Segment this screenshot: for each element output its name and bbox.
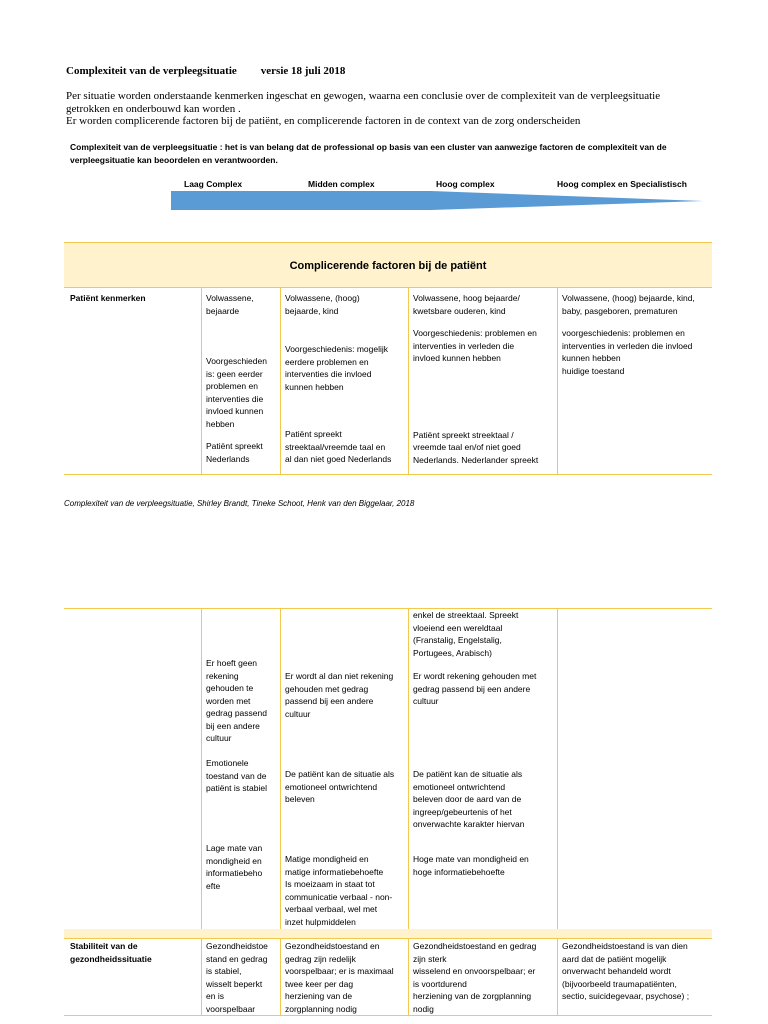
cell-hoog-stabiliteit <box>413 940 556 1015</box>
cell-line: Patiënt spreekt <box>206 441 263 451</box>
section-separator-band <box>64 929 712 938</box>
cell-line: en is <box>206 991 224 1001</box>
spacer <box>206 317 278 355</box>
table-border <box>64 287 712 288</box>
table-border <box>64 242 712 243</box>
cell-line: wisselt beperkt <box>206 978 263 989</box>
cell-line: efte <box>206 880 221 891</box>
cell-line: voorspelbaar <box>206 1003 256 1014</box>
cell-line: hebben <box>206 418 235 429</box>
cell-hoog-literacy <box>413 853 556 878</box>
cell-line: rekening <box>206 670 239 681</box>
cell-line: problemen en <box>206 381 258 391</box>
version-text: versie 18 juli 2018 <box>260 65 346 77</box>
complexity-note <box>70 141 710 167</box>
cell-line: ingreep/gebeurtenis of het <box>413 806 512 817</box>
document-title <box>66 65 345 77</box>
table-border <box>557 938 558 1015</box>
cell-line: communicatie verbaal - non- <box>285 891 393 902</box>
cell-midden-literacy <box>285 853 407 928</box>
cell-line: interventies in verleden die <box>413 340 515 351</box>
complexity-arrow <box>171 191 703 211</box>
cell-line: herziening van de zorgplanning <box>413 991 532 1001</box>
cell-line: gedrag passend <box>206 708 267 718</box>
cell-line: emotioneel ontwrichtend <box>285 781 378 792</box>
intro-line: getrokken en onderbouwd kan worden . <box>66 102 241 115</box>
cell-line: is stabiel, <box>206 966 242 976</box>
table-border <box>557 608 558 929</box>
cell-line: stand en gedrag <box>206 953 268 964</box>
cell-line: enkel de streektaal. Spreekt <box>413 610 519 620</box>
cell-line: voorgeschiedenis: problemen en <box>562 328 685 338</box>
cell-laag-stabiliteit <box>206 940 278 1015</box>
table-border <box>64 1015 712 1016</box>
cell-line: Patiënt spreekt streektaal / <box>413 429 514 440</box>
cell-line: al dan niet goed Nederlands <box>285 454 392 464</box>
cell-line: Patiënt spreekt <box>285 429 342 439</box>
cell-line: is: geen eerder <box>206 368 263 379</box>
cell-line: hoge informatiebehoefte <box>413 866 505 877</box>
cell-line: (Franstalig, Engelstalig, <box>413 635 502 645</box>
cell-line: streektaal/vreemde taal en <box>285 441 386 452</box>
cell-line: onverwacht behandeld wordt <box>562 966 671 976</box>
cell-line: is voortdurend <box>413 978 467 989</box>
cell-laag-culture <box>206 657 278 745</box>
cell-line: (bijvoorbeeld traumapatiënten, <box>562 978 677 989</box>
scale-label-midden: Midden complex <box>308 179 375 189</box>
table-border <box>280 287 281 474</box>
cell-line: Portugees, Arabisch) <box>413 647 492 658</box>
cell-line: sectio, suicidegevaar, psychose) ; <box>562 991 690 1001</box>
table-border <box>557 287 558 474</box>
cell-midden-patient <box>285 292 407 466</box>
cell-line: bejaarde <box>206 305 240 316</box>
scale-label-laag: Laag Complex <box>184 179 243 189</box>
cell-hoog-culture <box>413 670 556 708</box>
cell-line: Emotionele <box>206 758 249 768</box>
cell-line: Nederlands <box>206 453 250 464</box>
table-border <box>408 287 409 474</box>
section-title: Complicerende factoren bij de patiënt <box>289 260 487 272</box>
note-line: Complexiteit van de verpleegsituatie : het is van belang dat de professional op basis van een cluster van aanwezige factoren de complexiteit van de <box>70 142 667 152</box>
cell-line: mondigheid en <box>206 855 262 866</box>
cell-line: De patiënt kan de situatie als <box>285 769 395 779</box>
cell-line: Er hoeft geen <box>206 658 258 668</box>
row-head-stabiliteit <box>70 940 198 965</box>
cell-line: kwetsbare ouderen, kind <box>413 305 506 316</box>
cell-line: Voorgeschieden <box>206 356 267 366</box>
cell-line: emotioneel ontwrichtend <box>413 781 506 792</box>
cell-midden-stabiliteit <box>285 940 407 1015</box>
cell-hoog-language-cont <box>413 609 556 659</box>
cell-line: Gezondheidstoestand en <box>285 941 380 951</box>
table-border <box>201 608 202 929</box>
row-head-patient-kenmerken: Patiënt kenmerken <box>70 293 146 303</box>
cell-midden-culture <box>285 670 407 720</box>
cell-line: Gezondheidstoestand is van dien <box>562 941 688 951</box>
cell-line: baby, pasgeboren, prematuren <box>562 305 678 316</box>
cell-line: gedrag zijn redelijk <box>285 953 356 964</box>
cell-line: interventies die <box>206 393 264 404</box>
cell-line: Lage mate van <box>206 843 263 853</box>
cell-line: Voorgeschiedenis: mogelijk <box>285 344 389 354</box>
table-border <box>201 938 202 1015</box>
cell-line: patiënt is stabiel <box>206 783 267 793</box>
cell-line: invloed kunnen <box>206 406 264 416</box>
spacer <box>206 430 278 440</box>
intro-paragraph <box>66 90 706 128</box>
cell-line: Er wordt rekening gehouden met <box>413 671 537 681</box>
spacer <box>413 365 556 429</box>
spacer <box>285 317 407 343</box>
cell-line: wisselend en onvoorspelbaar; er <box>413 966 536 976</box>
cell-line: beleven <box>285 794 315 804</box>
note-line: verpleegsituatie kan beoordelen en verantwoorden. <box>70 155 278 165</box>
table-border <box>64 938 712 939</box>
cell-line: twee keer per dag <box>285 978 354 989</box>
cell-line: zijn sterk <box>413 953 447 964</box>
cell-line: Gezondheidstoestand en gedrag <box>413 941 537 951</box>
scale-label-specialistisch: Hoog complex en Specialistisch <box>557 179 687 189</box>
cell-line: eerdere problemen en <box>285 356 369 367</box>
cell-line: huidige toestand <box>562 365 625 376</box>
cell-line: matige informatiebehoefte <box>285 866 384 877</box>
cell-line: Gezondheidstoe <box>206 941 268 951</box>
cell-line: gehouden met gedrag <box>285 683 369 694</box>
cell-line: De patiënt kan de situatie als <box>413 769 523 779</box>
table-border <box>64 608 712 609</box>
cell-line: cultuur <box>285 708 311 719</box>
cell-line: informatiebeho <box>206 868 263 878</box>
cell-line: nodig <box>413 1003 434 1014</box>
spacer <box>285 393 407 428</box>
cell-line: Stabiliteit van de <box>70 941 138 951</box>
table-border <box>201 287 202 474</box>
cell-spec-patient <box>562 292 712 377</box>
cell-line: verbaal verbaal, wel met <box>285 904 378 914</box>
cell-spec-stabiliteit <box>562 940 712 1003</box>
cell-line: worden met <box>206 695 251 706</box>
table-border <box>280 938 281 1015</box>
cell-line: invloed kunnen hebben <box>413 353 501 363</box>
cell-line: Is moeizaam in staat tot <box>285 879 375 889</box>
intro-line: Per situatie worden onderstaande kenmerken ingeschat en gewogen, waarna een conclusie over de complexiteit van de verpleegsituatie <box>66 90 661 102</box>
cell-line: Voorgeschiedenis: problemen en <box>413 328 537 338</box>
cell-line: zorgplanning nodig <box>285 1003 357 1014</box>
cell-line: onverwachte karakter hiervan <box>413 819 525 829</box>
cell-line: Matige mondigheid en <box>285 854 369 864</box>
cell-line: toestand van de <box>206 770 267 781</box>
cell-line: herziening van de <box>285 991 353 1001</box>
cell-midden-emotion <box>285 768 407 806</box>
cell-line: inzet hulpmiddelen <box>285 916 356 927</box>
cell-line: cultuur <box>206 733 232 743</box>
cell-line: bejaarde, kind <box>285 305 339 316</box>
spacer <box>562 317 712 327</box>
cell-line: Volwassene, <box>206 293 254 303</box>
spacer <box>413 317 556 327</box>
cell-line: aard dat de patiënt mogelijk <box>562 953 667 964</box>
cell-line: passend bij een andere <box>285 696 374 706</box>
cell-line: vreemde taal en/of niet goed <box>413 442 521 452</box>
cell-line: Volwassene, hoog bejaarde/ <box>413 293 520 303</box>
intro-line: Er worden complicerende factoren bij de patiënt, en complicerende factoren in de context van de zorg onderscheiden <box>66 115 581 127</box>
cell-laag-literacy <box>206 842 278 892</box>
cell-line: Er wordt al dan niet rekening <box>285 671 394 681</box>
cell-line: kunnen hebben <box>562 353 621 363</box>
table-border <box>408 938 409 1015</box>
table-border <box>280 608 281 929</box>
cell-line: Hoge mate van mondigheid en <box>413 854 529 864</box>
cell-line: bij een andere <box>206 720 260 731</box>
cell-hoog-patient <box>413 292 556 466</box>
cell-line: Volwassene, (hoog) bejaarde, kind, <box>562 293 695 303</box>
cell-line: gehouden te <box>206 683 254 693</box>
cell-line: interventies die invloed <box>285 369 372 379</box>
source-caption: Complexiteit van de verpleegsituatie, Shirley Brandt, Tineke Schoot, Henk van den Biggelaar, 2018 <box>64 499 415 508</box>
cell-line: gedrag passend bij een andere <box>413 683 531 694</box>
cell-line: interventies in verleden die invloed <box>562 340 693 351</box>
cell-line: beleven door de aard van de <box>413 794 522 804</box>
table-border <box>64 474 712 475</box>
cell-line: Nederlands. Nederlander spreekt <box>413 454 539 465</box>
title-text: Complexiteit van de verpleegsituatie <box>66 65 237 77</box>
cell-line: vloeiend een wereldtaal <box>413 622 503 633</box>
table-border <box>408 608 409 929</box>
scale-label-hoog: Hoog complex <box>436 179 495 189</box>
cell-laag-patient <box>206 292 278 465</box>
cell-line: voorspelbaar; er is maximaal <box>285 966 394 976</box>
cell-line: kunnen hebben <box>285 381 344 392</box>
cell-line: gezondheidssituatie <box>70 953 152 964</box>
cell-line: Volwassene, (hoog) <box>285 293 360 303</box>
cell-line: cultuur <box>413 696 439 706</box>
cell-hoog-emotion <box>413 768 556 831</box>
cell-laag-emotion <box>206 757 278 795</box>
